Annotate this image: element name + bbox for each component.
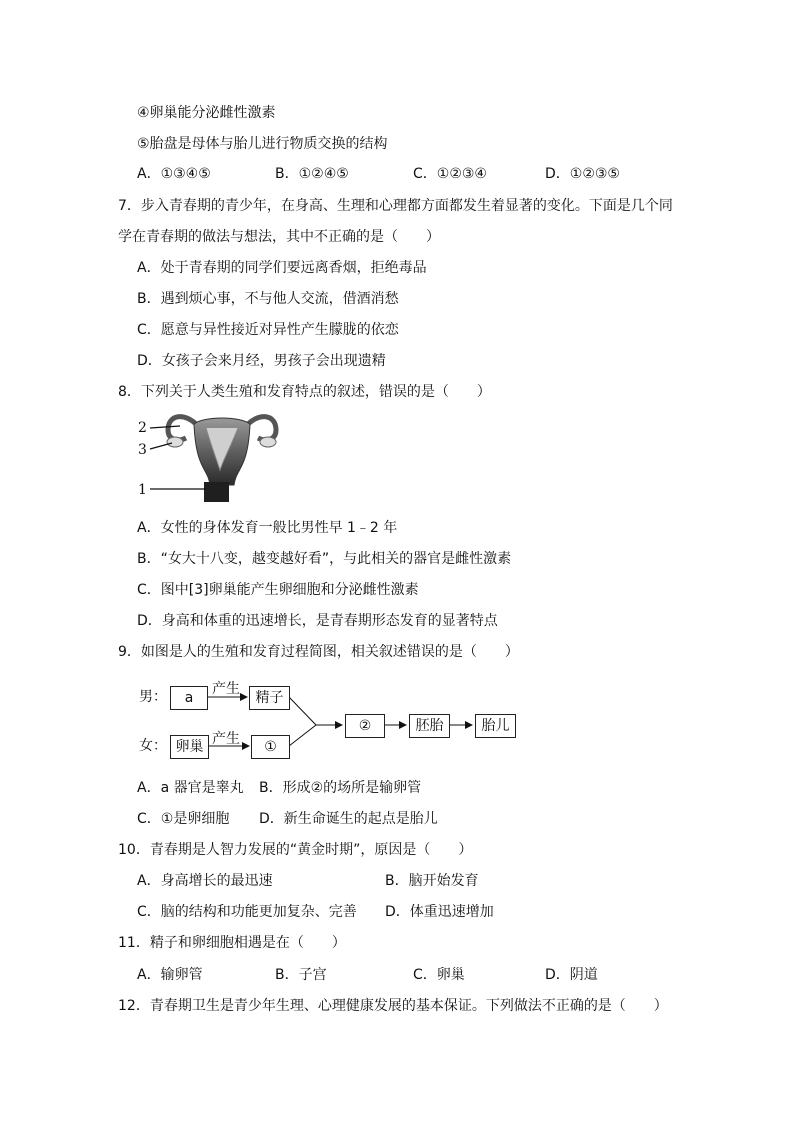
- q6-option-b[interactable]: B．①②④⑤: [275, 166, 349, 182]
- q12-stem: 12．青春期卫生是青少年生理、心理健康发展的基本保证。下列做法不正确的是（ ）: [118, 998, 668, 1014]
- q7-option-d[interactable]: D．女孩子会来月经，男孩子会出现遗精: [137, 353, 386, 369]
- q8-option-d[interactable]: D．身高和体重的迅速增长，是青春期形态发育的显著特点: [137, 613, 498, 629]
- q9-box-2: ②: [345, 714, 385, 738]
- q11-option-c[interactable]: C．卵巢: [413, 967, 465, 983]
- q9-female-label: 女：: [139, 738, 167, 754]
- q10-options-row2: [0, 902, 793, 922]
- q10-stem: 10．青春期是人智力发展的“黄金时期”，原因是（ ）: [118, 842, 473, 858]
- q10-option-d[interactable]: D．体重迅速增加: [385, 904, 494, 920]
- q9-box-1: ①: [251, 735, 290, 759]
- q6-option-c[interactable]: C．①②③④: [413, 166, 487, 182]
- q8-option-a[interactable]: A．女性的身体发育一般比男性早 1﹣2 年: [137, 520, 398, 536]
- q10-options-row1: [0, 871, 793, 891]
- q7-option-b[interactable]: B．遇到烦心事，不与他人交流，借酒消愁: [137, 291, 399, 307]
- q9-option-c[interactable]: C．①是卵细胞: [137, 811, 230, 827]
- q11-stem: 11．精子和卵细胞相遇是在（ ）: [118, 935, 346, 951]
- q9-box-fetus: 胎儿: [475, 714, 516, 738]
- q9-arrow-label-top: 产生: [212, 681, 240, 697]
- q6-option-d[interactable]: D．①②③⑤: [545, 166, 620, 182]
- q8-stem: 8．下列关于人类生殖和发育特点的叙述，错误的是（ ）: [118, 384, 491, 400]
- q11-option-a[interactable]: A．输卵管: [137, 967, 203, 983]
- q9-box-ovary: 卵巢: [170, 735, 209, 759]
- q11-options: [0, 965, 793, 985]
- q7-stem-line1: 7．步入青春期的青少年，在身高、生理和心理都方面都发生着显著的变化。下面是几个同: [118, 198, 673, 214]
- q11-option-d[interactable]: D．阴道: [545, 967, 598, 983]
- q11-option-b[interactable]: B．子宫: [275, 967, 327, 983]
- q7-stem-line2: 学在青春期的做法与想法，其中不正确的是（ ）: [118, 229, 440, 245]
- q9-options-row1: [0, 778, 793, 798]
- q9-arrow-label-bottom: 产生: [212, 731, 240, 747]
- q8-fig-label-3: 3: [138, 442, 147, 458]
- q8-option-c[interactable]: C．图中[3]卵巢能产生卵细胞和分泌雌性激素: [137, 582, 419, 598]
- q9-box-embryo: 胚胎: [409, 714, 450, 738]
- q7-option-a[interactable]: A．处于青春期的同学们要远离香烟，拒绝毒品: [137, 260, 427, 276]
- q6-option-a[interactable]: A．①③④⑤: [137, 166, 211, 182]
- q9-male-label: 男：: [139, 689, 167, 705]
- q9-option-b[interactable]: B．形成②的场所是输卵管: [259, 780, 422, 796]
- q7-option-c[interactable]: C．愿意与异性接近对异性产生朦胧的依恋: [137, 322, 399, 338]
- q9-option-a[interactable]: A．a 器官是睾丸: [137, 780, 244, 796]
- q9-box-a: a: [170, 686, 208, 710]
- q8-fig-label-2: 2: [138, 420, 147, 436]
- q9-box-sperm: 精子: [249, 686, 290, 710]
- q10-option-b[interactable]: B．脑开始发育: [385, 873, 479, 889]
- q10-option-c[interactable]: C．脑的结构和功能更加复杂、完善: [137, 904, 357, 920]
- q9-options-row2: [0, 809, 793, 829]
- q8-fig-label-1: 1: [138, 482, 147, 498]
- q8-option-b[interactable]: B．“女大十八变，越变越好看”，与此相关的器官是雌性激素: [137, 551, 512, 567]
- q10-option-a[interactable]: A．身高增长的最迅速: [137, 873, 273, 889]
- q9-stem: 9．如图是人的生殖和发育过程简图，相关叙述错误的是（ ）: [118, 644, 519, 660]
- q6-item-4: ④卵巢能分泌雌性激素: [137, 105, 276, 121]
- q6-item-5: ⑤胎盘是母体与胎儿进行物质交换的结构: [137, 136, 388, 152]
- q9-option-d[interactable]: D．新生命诞生的起点是胎儿: [259, 811, 438, 827]
